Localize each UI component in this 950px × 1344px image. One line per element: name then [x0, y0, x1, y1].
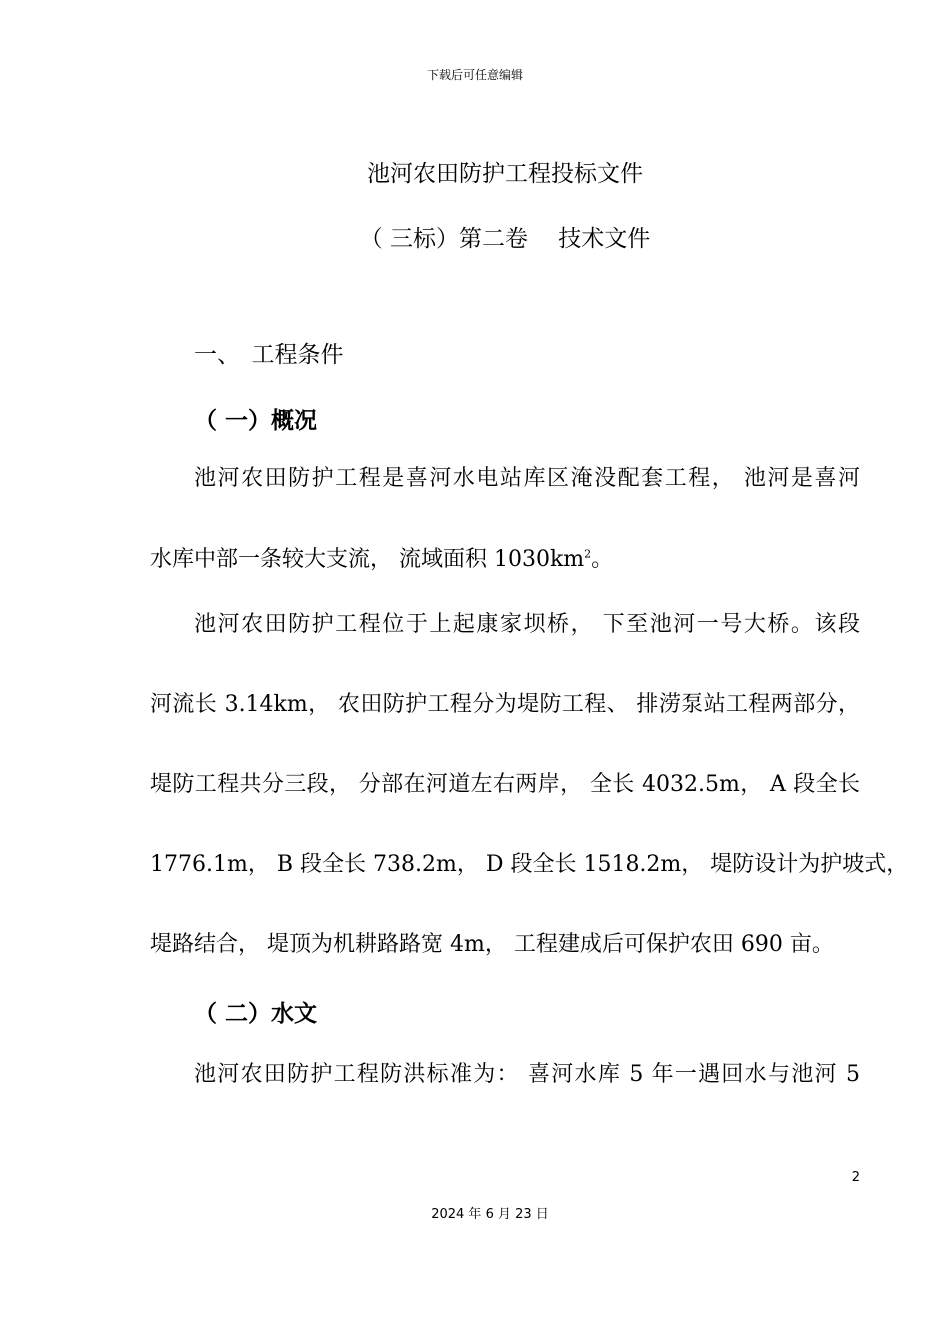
- paragraph-line: 池河农田防护工程防洪标准为： 喜河水库 5 年一遇回水与池河 5: [194, 1062, 860, 1087]
- subsection-heading-hydrology: （ 二）水文: [194, 1001, 318, 1027]
- footer-date: 2024 年 6 月 23 日: [431, 1207, 549, 1222]
- section-heading-engineering-conditions: 一、 工程条件: [194, 342, 344, 368]
- paragraph-line: 河流长 3.14km， 农田防护工程分为堤防工程、 排涝泵站工程两部分，: [150, 692, 860, 717]
- superscript-squared: 2: [584, 547, 592, 561]
- paragraph-line: 池河农田防护工程位于上起康家坝桥， 下至池河一号大桥。该段: [194, 612, 860, 637]
- paragraph-line: 堤防工程共分三段， 分部在河道左右两岸， 全长 4032.5m， A 段全长: [150, 772, 860, 797]
- header-note: 下载后可任意编辑: [426, 68, 523, 82]
- paragraph-line: 堤路结合， 堤顶为机耕路路宽 4m， 工程建成后可保护农田 690 亩。: [150, 932, 834, 957]
- paragraph-line: 池河农田防护工程是喜河水电站库区淹没配套工程， 池河是喜河: [194, 466, 860, 491]
- subsection-heading-overview: （ 一）概况: [194, 408, 318, 434]
- paragraph-line: [150, 545, 613, 575]
- document-title: 池河农田防护工程投标文件: [367, 161, 643, 187]
- document-subtitle: （ 三标）第二卷 技术文件: [359, 226, 651, 252]
- paragraph-text: 水库中部一条较大支流， 流域面积 1030km: [150, 547, 585, 572]
- paragraph-line: 1776.1m， B 段全长 738.2m， D 段全长 1518.2m， 堤防设计为护坡式，: [150, 852, 909, 877]
- paragraph-text: 。: [591, 547, 614, 572]
- page-number: 2: [851, 1170, 860, 1185]
